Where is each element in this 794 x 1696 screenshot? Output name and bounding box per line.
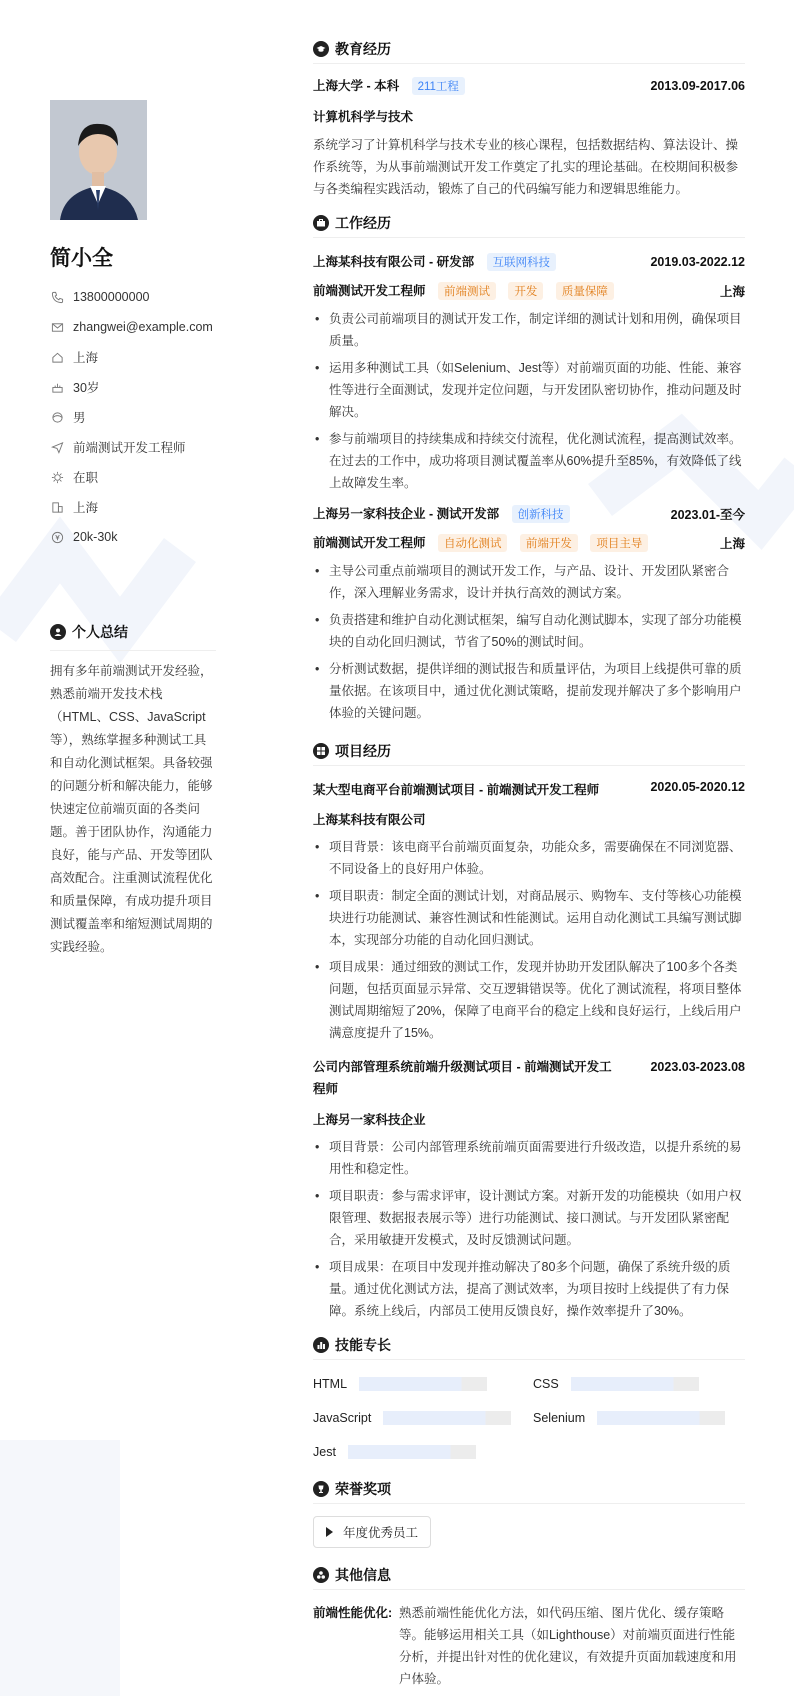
- project-title: 公司内部管理系统前端升级测试项目 - 前端测试开发工程师: [313, 1060, 612, 1096]
- job-role-row: [313, 281, 745, 300]
- work-section: [313, 214, 745, 724]
- education-row: [313, 76, 745, 95]
- role-tag: 项目主导: [590, 534, 648, 552]
- school-name: 上海大学 - 本科: [313, 79, 400, 93]
- skill-name: Selenium: [533, 1411, 586, 1425]
- gender-icon: [50, 410, 64, 424]
- project-date: 2020.05-2020.12: [650, 780, 745, 794]
- project-title: 某大型电商平台前端测试项目 - 前端测试开发工程师: [313, 783, 600, 797]
- company-tag: 创新科技: [512, 505, 570, 523]
- list-item: • 参与前端项目的持续集成和持续交付流程，优化测试流程，提高测试效率。在过去的工作中，成功将项目测试覆盖率从60%提升至85%，有效降低了线上故障发生率。: [313, 428, 745, 494]
- home-icon: [50, 350, 64, 364]
- work-heading: [313, 214, 745, 238]
- skills-section: [313, 1336, 745, 1462]
- main-content: [313, 40, 745, 1690]
- info-location: [50, 342, 230, 372]
- info-text: 13800000000: [73, 290, 150, 304]
- school-tag: 211工程: [412, 77, 465, 95]
- job-role: 前端测试开发工程师: [313, 284, 426, 298]
- info-city: [50, 492, 230, 522]
- skill-name: CSS: [533, 1377, 559, 1391]
- phone-icon: [50, 290, 64, 304]
- award-name: 年度优秀员工: [343, 1526, 419, 1540]
- project-entry: [313, 780, 745, 1044]
- job-bullets: [313, 560, 745, 724]
- other-row: [313, 1602, 745, 1690]
- education-date: 2013.09-2017.06: [650, 78, 745, 93]
- skill-name: JavaScript: [313, 1411, 372, 1425]
- info-text: 男: [73, 411, 86, 425]
- job-header: [313, 504, 745, 523]
- skill-bar: [359, 1377, 487, 1391]
- job-date: 2023.01-至今: [670, 507, 745, 522]
- skills-heading-text: 技能专长: [335, 1336, 391, 1353]
- job-company: 上海另一家科技企业 - 测试开发部: [313, 507, 500, 521]
- skill-item: [313, 1374, 533, 1394]
- job-city: 上海: [719, 536, 745, 551]
- work-heading-text: 工作经历: [335, 214, 391, 231]
- list-item: • 项目背景：公司内部管理系统前端页面需要进行升级改造，以提升系统的易用性和稳定性。: [313, 1136, 745, 1180]
- list-item: • 项目成果：通过细致的测试工作，发现并协助开发团队解决了100多个各类问题，包括页面显示异常、交互逻辑错误等。优化了测试流程，将项目整体测试周期缩短了20%，保障了电商平台的稳定上线和良好运行，上线后用户满意度提升了15%。: [313, 956, 745, 1044]
- major: 计算机科学与技术: [313, 110, 414, 124]
- awards-heading-text: 荣誉奖项: [335, 1480, 391, 1497]
- info-text: 30岁: [73, 381, 100, 395]
- info-age: [50, 372, 230, 402]
- projects-section: [313, 742, 745, 1322]
- skill-item: [313, 1442, 533, 1462]
- list-item: • 负责公司前端项目的测试开发工作，制定详细的测试计划和用例，确保项目质量。: [313, 308, 745, 352]
- skill-item: [533, 1374, 745, 1394]
- play-icon: [326, 1527, 333, 1537]
- award-badge: [313, 1516, 431, 1548]
- skill-bar: [348, 1445, 476, 1459]
- job-company: 上海某科技有限公司 - 研发部: [313, 255, 475, 269]
- project-bullets: [313, 1136, 745, 1322]
- other-text: 熟悉前端性能优化方法，如代码压缩、图片优化、缓存策略等。能够运用相关工具（如Lighthouse）对前端页面进行性能分析，并提出针对性的优化建议，有效提升页面加载速度和用户体验。: [399, 1606, 737, 1686]
- role-tag: 前端开发: [520, 534, 578, 552]
- info-text: 上海: [73, 501, 99, 515]
- candidate-name: 简小全: [50, 247, 113, 270]
- job-city: 上海: [719, 284, 745, 299]
- graduation-cap-icon: [313, 41, 329, 57]
- grid-icon: [313, 743, 329, 759]
- status-icon: [50, 470, 64, 484]
- user-icon: [50, 624, 66, 640]
- info-status: [50, 462, 230, 492]
- info-text: 在职: [73, 471, 99, 485]
- summary-heading-text: 个人总结: [72, 624, 128, 640]
- project-header: [313, 780, 745, 798]
- education-heading: [313, 40, 745, 64]
- list-item: • 项目职责：制定全面的测试计划，对商品展示、购物车、支付等核心功能模块进行功能测试、兼容性测试和性能测试。运用自动化测试工具编写测试脚本，实现部分功能的自动化回归测试。: [313, 885, 745, 951]
- info-email: [50, 312, 230, 342]
- awards-section: [313, 1480, 745, 1548]
- building-icon: [50, 500, 64, 514]
- skills-heading: [313, 1336, 745, 1360]
- mail-icon: [50, 320, 64, 334]
- salary-icon: [50, 530, 64, 544]
- project-bullets: [313, 836, 745, 1044]
- list-item: • 主导公司重点前端项目的测试开发工作，与产品、设计、开发团队紧密合作，深入理解业务需求，设计并执行高效的测试方案。: [313, 560, 745, 604]
- company-tag: 互联网科技: [487, 253, 557, 271]
- awards-heading: [313, 1480, 745, 1504]
- job-entry: [313, 252, 745, 494]
- other-label: 前端性能优化:: [313, 1606, 393, 1620]
- job-entry: [313, 504, 745, 724]
- role-tag: 开发: [508, 282, 543, 300]
- bar-chart-icon: [313, 1337, 329, 1353]
- projects-heading: [313, 742, 745, 766]
- list-item: • 运用多种测试工具（如Selenium、Jest等）对前端页面的功能、性能、兼容性等进行全面测试，发现并定位问题，与开发团队密切协作，推动问题及时解决。: [313, 357, 745, 423]
- list-item: • 负责搭建和维护自动化测试框架，编写自动化测试脚本，实现了部分功能模块的自动化回归测试，节省了50%的测试时间。: [313, 609, 745, 653]
- info-position: [50, 432, 230, 462]
- list-item: • 项目职责：参与需求评审，设计测试方案。对新开发的功能模块（如用户权限管理、数据报表展示等）进行功能测试、接口测试。与开发团队紧密配合，采用敏捷开发模式，及时反馈测试问题。: [313, 1185, 745, 1251]
- skill-bar: [383, 1411, 511, 1425]
- job-date: 2019.03-2022.12: [650, 254, 745, 269]
- skill-bar: [597, 1411, 725, 1425]
- skill-list: [313, 1374, 745, 1462]
- summary-heading: [50, 622, 216, 651]
- project-date: 2023.03-2023.08: [650, 1060, 745, 1074]
- list-item: • 项目成果：在项目中发现并推动解决了80多个问题，确保了系统升级的质量。通过优化测试方法，提高了测试效率，为项目按时上线提供了有力保障。系统上线后，内部员工使用反馈良好，操作效率提升了30%。: [313, 1256, 745, 1322]
- contact-info-list: [50, 282, 230, 552]
- skill-name: Jest: [313, 1445, 336, 1459]
- project-company: 上海某科技有限公司: [313, 813, 426, 827]
- education-desc: 系统学习了计算机科学与技术专业的核心课程，包括数据结构、算法设计、操作系统等，为从事前端测试开发工作奠定了扎实的理论基础。在校期间积极参与各类编程实践活动，锻炼了自己的代码编写能力和逻辑思维能力。: [313, 138, 739, 196]
- education-section: [313, 40, 745, 200]
- list-item: • 分析测试数据，提供详细的测试报告和质量评估，为项目上线提供可靠的质量依据。在该项目中，通过优化测试策略，提前发现并解决了多个影响用户体验的关键问题。: [313, 658, 745, 724]
- sidebar: [0, 0, 240, 1696]
- skill-bar: [571, 1377, 699, 1391]
- trophy-icon: [313, 1481, 329, 1497]
- cake-icon: [50, 380, 64, 394]
- job-bullets: [313, 308, 745, 494]
- project-entry: [313, 1056, 745, 1322]
- projects-heading-text: 项目经历: [335, 742, 391, 759]
- other-info-icon: [313, 1567, 329, 1583]
- job-header: [313, 252, 745, 271]
- avatar-photo: [50, 100, 147, 220]
- project-company: 上海另一家科技企业: [313, 1113, 426, 1127]
- role-tag: 质量保障: [556, 282, 614, 300]
- other-heading: [313, 1566, 745, 1590]
- info-salary: [50, 522, 230, 552]
- send-icon: [50, 440, 64, 454]
- job-role: 前端测试开发工程师: [313, 536, 426, 550]
- project-header: [313, 1056, 745, 1100]
- job-role-row: [313, 533, 745, 552]
- info-text: 20k-30k: [73, 530, 118, 544]
- other-heading-text: 其他信息: [335, 1566, 391, 1583]
- summary-text: 拥有多年前端测试开发经验，熟悉前端开发技术栈（HTML、CSS、JavaScript等），熟练掌握多种测试工具和自动化测试框架。具备较强的问题分析和解决能力，能够快速定位前端页面的各类问题。善于团队协作，沟通能力良好，能与产品、开发等团队高效配合。注重测试流程优化和质量保障，有成功提升项目测试覆盖率和缩短测试周期的实践经验。: [50, 664, 213, 954]
- role-tag: 自动化测试: [438, 534, 508, 552]
- skill-name: HTML: [313, 1377, 348, 1391]
- info-text: zhangwei@example.com: [73, 320, 213, 334]
- skill-item: [533, 1408, 745, 1428]
- skill-item: [313, 1408, 533, 1428]
- other-section: [313, 1566, 745, 1690]
- list-item: • 项目背景：该电商平台前端页面复杂，功能众多，需要确保在不同浏览器、不同设备上的良好用户体验。: [313, 836, 745, 880]
- info-phone: [50, 282, 230, 312]
- info-gender: [50, 402, 230, 432]
- info-text: 前端测试开发工程师: [73, 441, 186, 455]
- role-tag: 前端测试: [438, 282, 496, 300]
- info-text: 上海: [73, 351, 99, 365]
- briefcase-icon: [313, 215, 329, 231]
- education-heading-text: 教育经历: [335, 40, 391, 57]
- avatar: [50, 100, 147, 220]
